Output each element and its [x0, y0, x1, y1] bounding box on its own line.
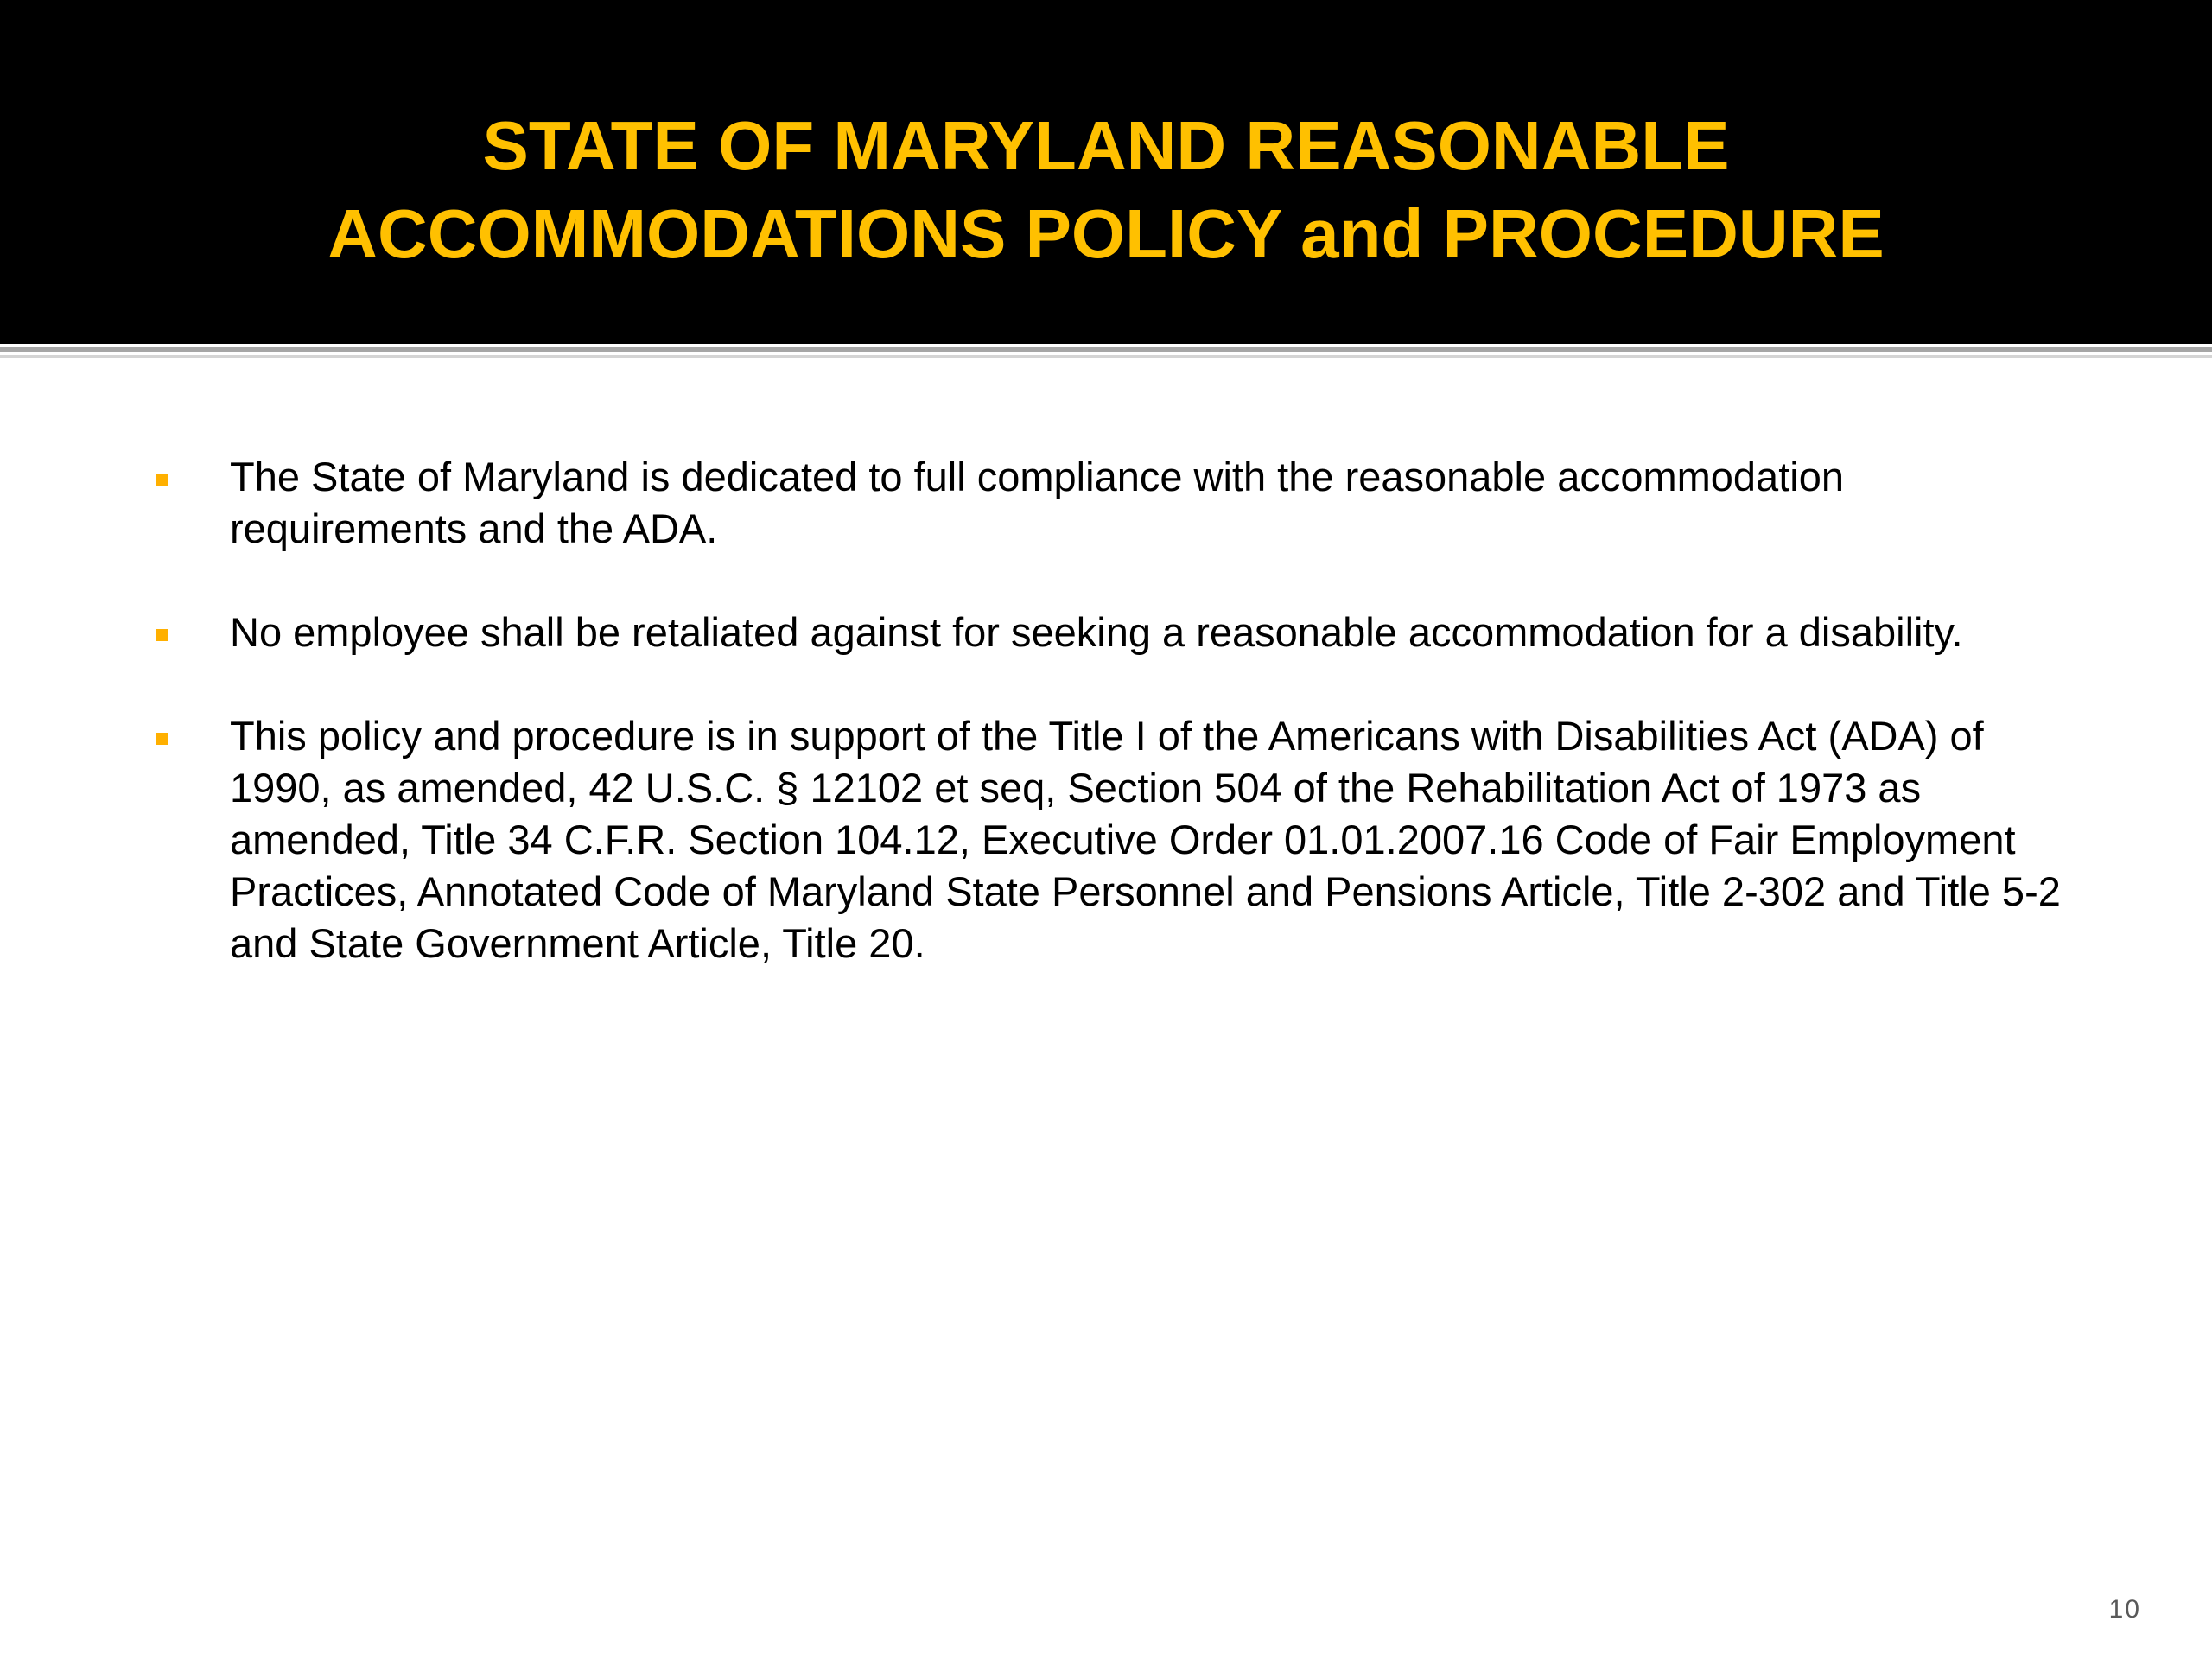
slide-title: [0, 102, 2212, 278]
bullet-text: The State of Maryland is dedicated to full compliance with the reasonable accommodation requirements and the ADA.: [230, 454, 1844, 551]
slide-title-line-1: STATE OF MARYLAND REASONABLE: [482, 107, 1730, 184]
square-bullet-icon: [156, 629, 168, 641]
bullet-item-compliance: [0, 451, 2079, 555]
bullet-item-legal-basis: [0, 710, 2079, 969]
bullet-text: This policy and procedure is in support of the Title I of the Americans with Disabilities Act (ADA) of 1990, as amended, 42 U.S.C. § 12102 et seq, Section 504 of the Rehabilitation Act of 1973 as amended, Title 34 C.F.R. Section 104.12, Executive Order 01.01.2007.16 Code of Fair Employment Practices, Annotated Code of Maryland State Personnel and Pensions Article, Title 2-302 and Title 5-2 and State Government Article, Title 20.: [230, 713, 2061, 966]
square-bullet-icon: [156, 733, 168, 745]
bullet-list: [0, 451, 2212, 1021]
square-bullet-icon: [156, 474, 168, 486]
title-band: [0, 0, 2212, 344]
title-divider: [0, 347, 2212, 352]
slide-title-line-2: ACCOMMODATIONS POLICY and PROCEDURE: [327, 195, 1885, 272]
bullet-item-retaliation: [0, 607, 2079, 658]
title-divider-shadow: [0, 355, 2212, 358]
slide-number: 10: [2108, 1595, 2141, 1624]
bullet-text: No employee shall be retaliated against for seeking a reasonable accommodation for a disability.: [230, 609, 1963, 655]
